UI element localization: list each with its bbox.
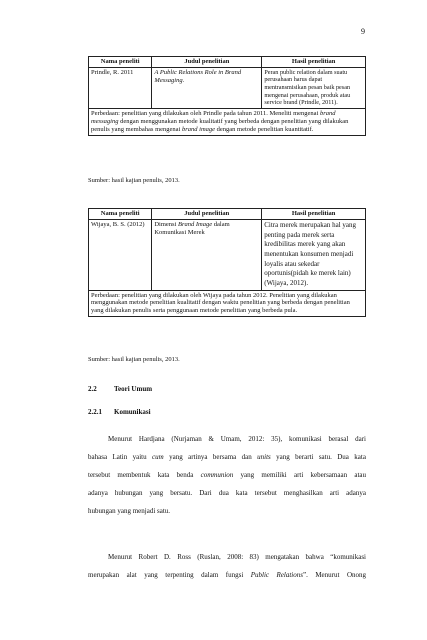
title-term: Brand Image <box>178 220 213 228</box>
header-title: Judul penelitian <box>152 209 262 220</box>
table-row <box>89 67 366 108</box>
difference-text: dengan menggunakan metode kualitatif yang berbeda dengan penelitian yang dilakukan penulis yang membahas mengenai <box>91 117 349 133</box>
result-cell: Citra merek merupakan hal yang penting pada merek serta kredibilitas merek yang akan menentukan konsumen menjadi loyalis atau sekedar oportunis(pidah ke merek lain) (Wijaya, 2012). <box>262 219 366 290</box>
difference-term: brand image <box>181 125 216 133</box>
result-cell: Peran public relation dalam suatu perusahaan harus dapat mentransmisikan pesan baik pesan mengenai perusahaan, produk atau service brand (Prindle, 2011). <box>262 67 366 108</box>
researcher-cell: Prindle, R. 2011 <box>89 67 152 108</box>
title-text: Dimensi <box>154 220 178 228</box>
header-result: Hasil penelitian <box>262 57 366 68</box>
difference-row <box>89 290 366 317</box>
table-source: Sumber: hasil kajian penulis, 2013. <box>88 356 180 363</box>
table-header-row <box>89 209 366 220</box>
header-researcher: Nama peneliti <box>89 209 152 220</box>
subsection-number: 2.2.1 <box>88 408 102 416</box>
table-row <box>89 219 366 290</box>
text-run: bahasa Latin yaitu <box>88 453 153 461</box>
paragraph-line: adanya hubungan yang bersatu. Dari dua kata tersebut menghasilkan arti adanya <box>88 489 366 497</box>
difference-row <box>89 108 366 135</box>
paragraph-line: Menurut Robert D. Ross (Ruslan, 2008: 83) mengatakan bahwa “komunikasi <box>108 553 366 561</box>
section-title: Teori Umum <box>114 385 153 393</box>
header-researcher: Nama peneliti <box>89 57 152 68</box>
section-heading <box>88 385 152 393</box>
difference-text: dengan metode penelitian kuantitatif. <box>215 125 314 133</box>
text-run: yang memiliki arti kebersamaan atau <box>233 471 366 479</box>
related-research-table-1 <box>88 56 366 136</box>
paragraph-line <box>88 448 366 466</box>
paragraph-line <box>88 566 366 584</box>
title-text: dalam Komunikasi Merek <box>154 220 230 236</box>
text-run: yang berarti satu. Dua kata <box>270 453 366 461</box>
researcher-cell: Wijaya, B. S. (2012) <box>89 219 152 290</box>
paragraph-ross <box>88 548 366 584</box>
subsection-title: Komunikasi <box>114 408 151 416</box>
title-cell <box>152 219 262 290</box>
text-run: tersebut membentuk kata benda <box>88 471 201 479</box>
header-result: Hasil penelitian <box>262 209 366 220</box>
text-run: merupakan alat yang terpenting dalam fungsi <box>88 571 251 579</box>
page-number: 9 <box>361 27 365 36</box>
text-run: yang artinya bersama dan <box>163 453 258 461</box>
public-relations-term: Public Relations <box>250 571 303 579</box>
paragraph-komunikasi <box>88 430 366 520</box>
difference-cell: Perbedaan: penelitian yang dilakukan oleh Wijaya pada tahun 2012. Penelitian yang dilakukan menggunakan metode penelitian kualitatif dengan waktu penelitian yang berbeda dengan penelitian yang dilakukan penulis serta penggunaan metode penelitian yang berbeda pula. <box>89 290 366 317</box>
paragraph-line <box>88 466 366 484</box>
subsection-heading <box>88 408 151 416</box>
table-header-row <box>89 57 366 68</box>
latin-term: communion <box>200 471 234 479</box>
related-research-table-2 <box>88 208 366 317</box>
section-number: 2.2 <box>88 385 97 393</box>
latin-term: units <box>257 453 271 461</box>
difference-term: brand messaging <box>91 109 336 125</box>
latin-term: cum <box>152 453 164 461</box>
table-source: Sumber: hasil kajian penulis, 2013. <box>88 177 180 184</box>
header-title: Judul penelitian <box>152 57 262 68</box>
paragraph-line: Menurut Hardjana (Nurjaman & Umam, 2012: 35), komunikasi berasal dari <box>108 435 366 443</box>
difference-text: Perbedaan: penelitian yang dilakukan oleh Prindle pada tahun 2011. Meneliti mengenai <box>91 109 320 117</box>
title-cell: A Public Relations Role in Brand Messaging. <box>152 67 262 108</box>
paragraph-line: hubungan yang menjadi satu. <box>88 507 171 515</box>
text-run: ”. Menurut Onong <box>302 571 366 579</box>
difference-cell <box>89 108 366 135</box>
